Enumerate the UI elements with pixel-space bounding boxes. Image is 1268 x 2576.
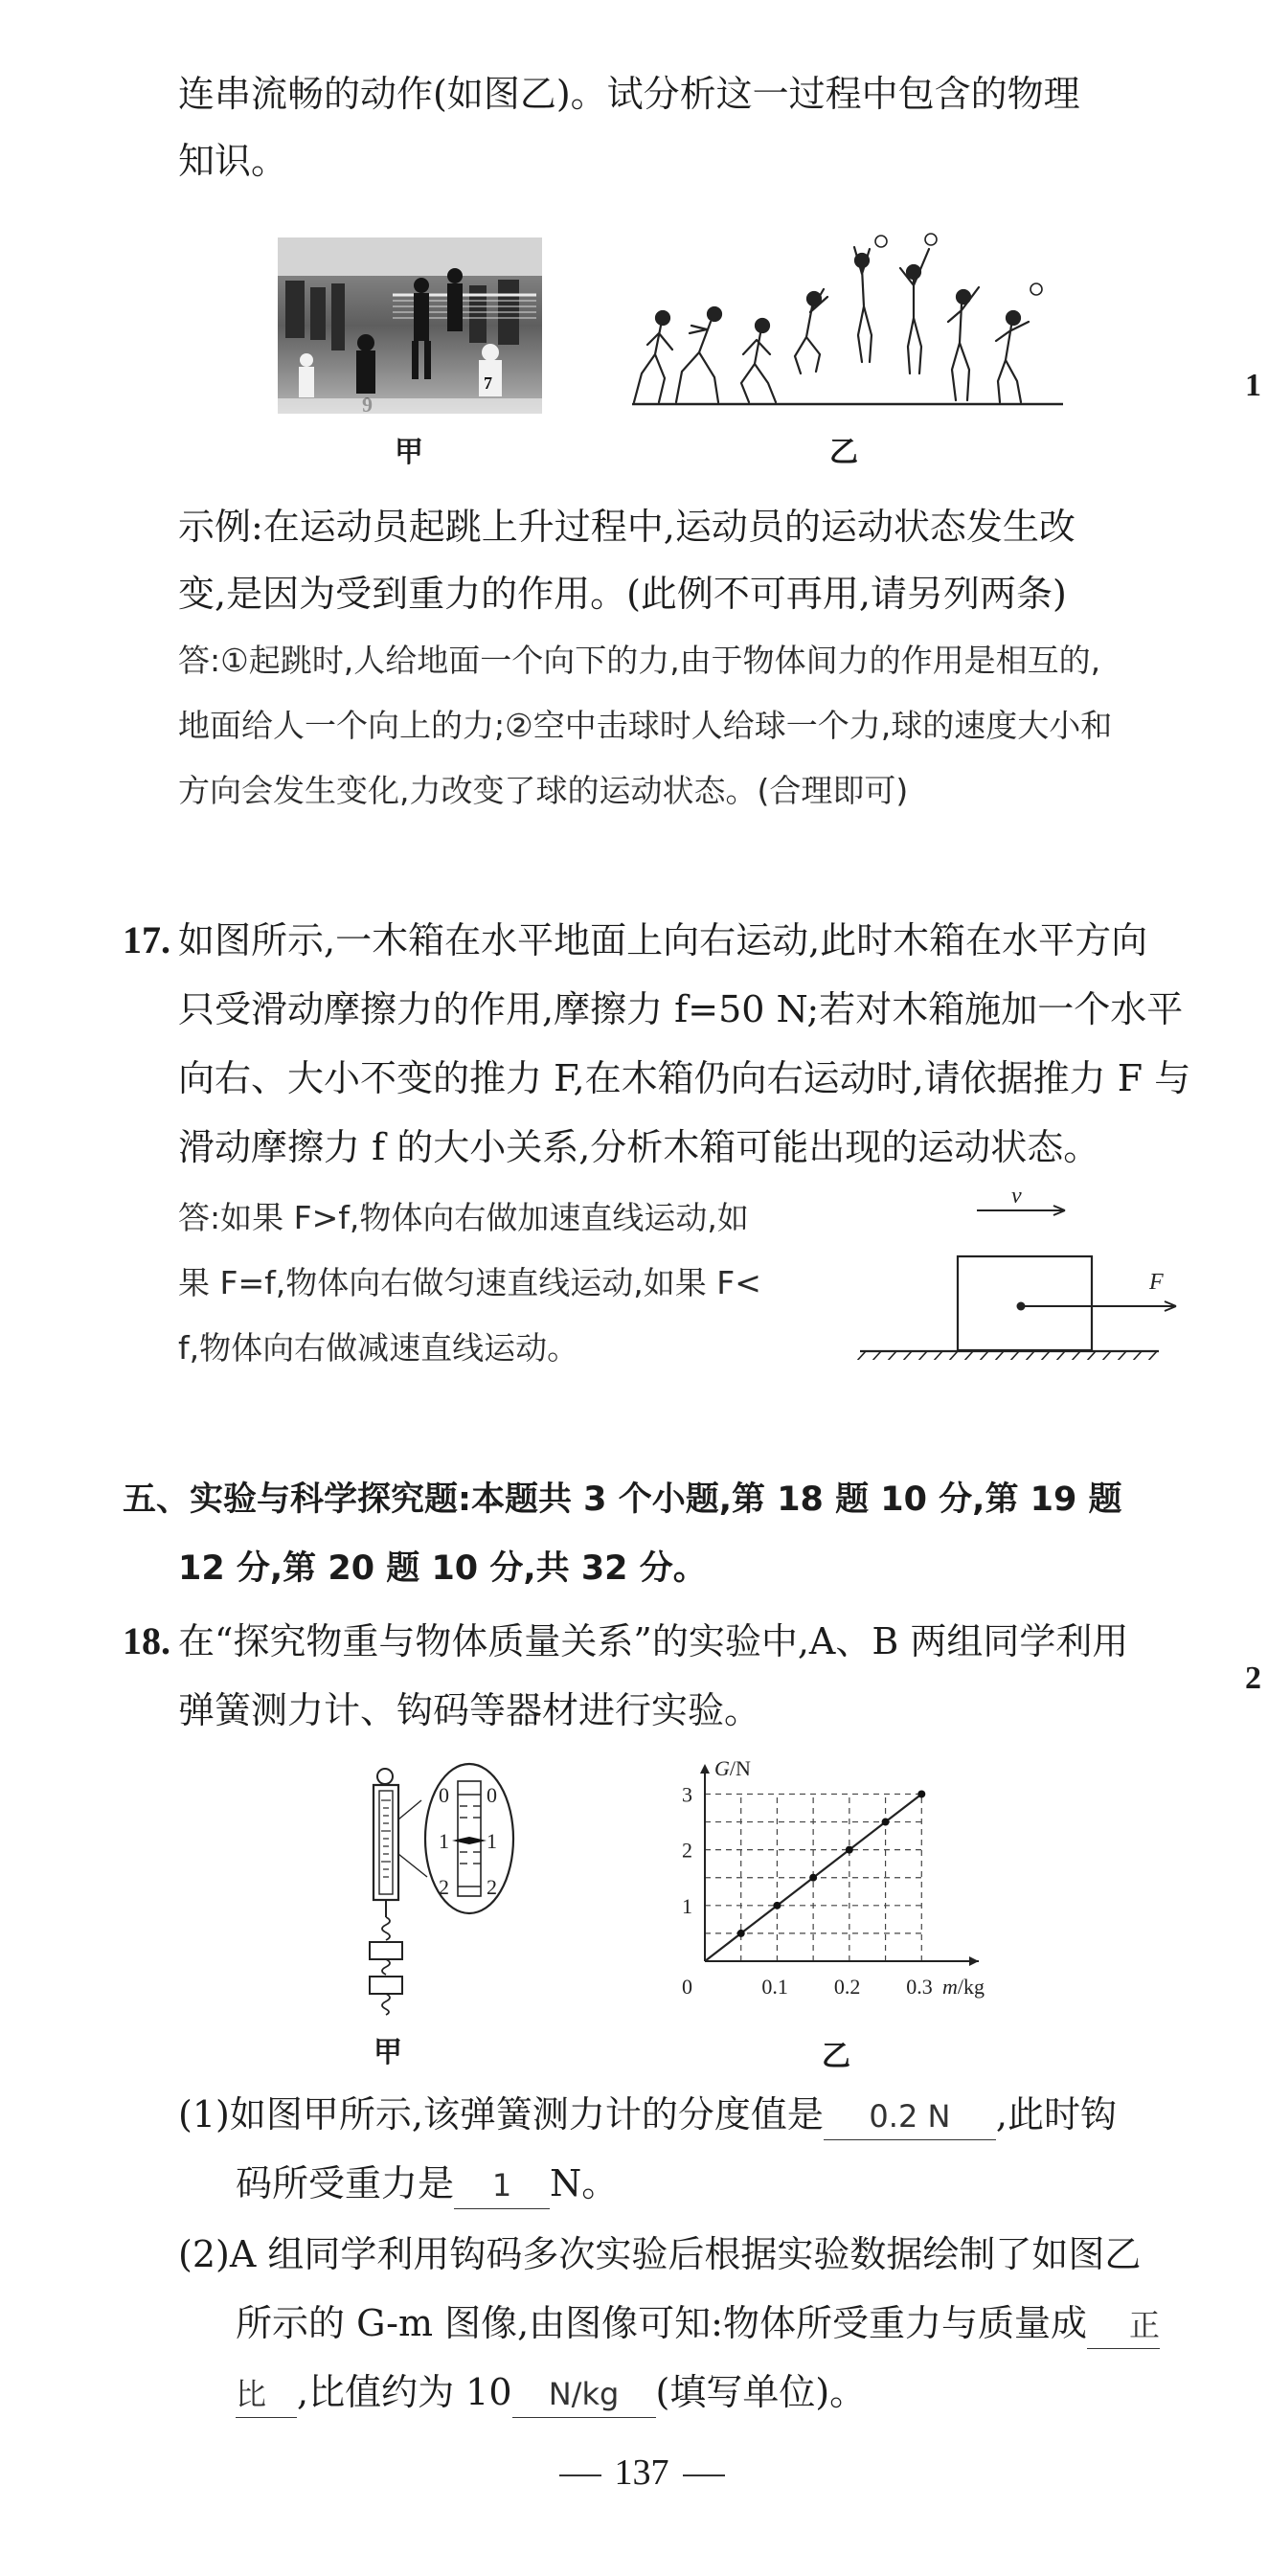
x-axis-arrow bbox=[969, 1956, 979, 1966]
caption-yi-top: 乙 bbox=[829, 436, 858, 469]
side-number-2: 2 bbox=[1245, 1661, 1261, 1696]
q18-sub1-answer-blank-2[interactable]: 1 bbox=[454, 2162, 550, 2209]
volleyball-photo bbox=[278, 237, 542, 414]
page-number bbox=[536, 2452, 747, 2494]
y-axis-label: G/N bbox=[714, 1760, 751, 1780]
question-17-line-3: 向右、大小不变的推力 F,在木箱仍向右运动时,请依据推力 F 与 bbox=[178, 1057, 1191, 1099]
y-axis-arrow bbox=[700, 1764, 710, 1774]
caption-jia-top: 甲 bbox=[395, 436, 423, 469]
answer-16-line-3: 方向会发生变化,力改变了球的运动状态。(合理即可) bbox=[178, 772, 909, 809]
scale-tick-right-1: 1 bbox=[487, 1829, 497, 1853]
g-m-data-point bbox=[846, 1846, 853, 1854]
g-m-data-point bbox=[809, 1874, 817, 1882]
x-axis-label: m/kg bbox=[942, 1975, 985, 1999]
intro-line-1: 连串流畅的动作(如图乙)。试分析这一过程中包含的物理 bbox=[178, 73, 1080, 115]
answer-17-line-1: 答:如果 F>f,物体向右做加速直线运动,如 bbox=[178, 1199, 749, 1236]
q18-sub1-line-2 bbox=[236, 2160, 618, 2209]
x-tick-label: 0 bbox=[682, 1975, 692, 1999]
question-17-line-4: 滑动摩擦力 f 的大小关系,分析木箱可能出现的运动状态。 bbox=[178, 1126, 1100, 1168]
y-tick-label: 1 bbox=[682, 1893, 692, 1918]
velocity-label: v bbox=[1011, 1187, 1022, 1209]
q18-sub2-line-1: (2)A 组同学利用钩码多次实验后根据实验数据绘制了如图乙 bbox=[178, 2233, 1142, 2275]
x-tick-label: 0.3 bbox=[906, 1975, 933, 1999]
q18-sub1-answer-blank-1[interactable]: 0.2 N bbox=[824, 2093, 996, 2140]
scale-tick-right-2: 2 bbox=[487, 1875, 497, 1899]
scale-tick-left-1: 1 bbox=[439, 1829, 449, 1853]
section-5-heading-line-1: 五、实验与科学探究题:本题共 3 个小题,第 18 题 10 分,第 19 题 bbox=[123, 1480, 1122, 1519]
question-18-number: 18. bbox=[123, 1619, 170, 1662]
q18-sub2-answer-blank-1b[interactable]: 比 bbox=[236, 2371, 297, 2418]
y-tick-label: 2 bbox=[682, 1838, 692, 1863]
intro-line-2: 知识。 bbox=[178, 140, 288, 182]
g-m-data-point bbox=[773, 1902, 781, 1909]
q18-sub1-text-b: ,此时钩 bbox=[995, 2093, 1118, 2135]
page-number-value: 137 bbox=[614, 2452, 669, 2493]
question-17-number: 17. bbox=[123, 918, 170, 961]
g-m-data-point bbox=[917, 1790, 925, 1797]
q18-sub1-text-c: 码所受重力是 bbox=[236, 2162, 455, 2204]
scale-tick-left-2: 2 bbox=[439, 1875, 449, 1899]
x-tick-label: 0.1 bbox=[761, 1975, 788, 1999]
g-m-chart bbox=[670, 1760, 996, 2009]
question-18-line-2: 弹簧测力计、钩码等器材进行实验。 bbox=[178, 1689, 761, 1731]
q18-sub2-answer-blank-1a[interactable]: 正 bbox=[1087, 2302, 1160, 2349]
answer-16-line-1: 答:①起跳时,人给地面一个向下的力,由于物体间力的作用是相互的, bbox=[178, 642, 1101, 679]
q18-sub1-line-1 bbox=[178, 2091, 1117, 2140]
question-18-line-1: 在“探究物重与物体质量关系”的实验中,A、B 两组同学利用 bbox=[178, 1620, 1129, 1662]
example-line-2: 变,是因为受到重力的作用。(此例不可再用,请另列两条) bbox=[178, 573, 1067, 615]
volleyball-sequence-figure bbox=[623, 230, 1073, 412]
spring-scale-figure bbox=[356, 1762, 538, 2030]
player-number-7: 7 bbox=[484, 373, 492, 393]
q18-sub2-text-b: 所示的 G-m 图像,由图像可知:物体所受重力与质量成 bbox=[236, 2302, 1087, 2344]
answer-17-line-3: f,物体向右做减速直线运动。 bbox=[178, 1329, 579, 1367]
scale-tick-left-0: 0 bbox=[439, 1783, 449, 1807]
caption-yi-q18: 乙 bbox=[822, 2040, 850, 2073]
caption-jia-q18: 甲 bbox=[374, 2036, 402, 2069]
q18-sub2-text-c: ,比值约为 10 bbox=[297, 2371, 512, 2413]
g-m-data-point bbox=[737, 1930, 745, 1937]
q18-sub2-answer-blank-2[interactable]: N/kg bbox=[512, 2371, 656, 2418]
section-5-heading-line-2: 12 分,第 20 题 10 分,共 32 分。 bbox=[178, 1549, 707, 1588]
q18-sub1-text-a: (1)如图甲所示,该弹簧测力计的分度值是 bbox=[178, 2093, 824, 2135]
question-17-line-2: 只受滑动摩擦力的作用,摩擦力 f=50 N;若对木箱施加一个水平 bbox=[178, 988, 1184, 1030]
q18-sub2-text-d: (填写单位)。 bbox=[655, 2371, 867, 2413]
side-number-1: 1 bbox=[1245, 368, 1261, 403]
q18-sub2-line-2 bbox=[236, 2300, 1160, 2349]
q18-sub2-line-3 bbox=[236, 2369, 866, 2418]
wooden-box-figure bbox=[852, 1187, 1197, 1360]
scale-tick-right-0: 0 bbox=[487, 1783, 497, 1807]
wooden-box bbox=[958, 1256, 1092, 1350]
force-label: F bbox=[1149, 1270, 1164, 1295]
answer-16-line-2: 地面给人一个向上的力;②空中击球时人给球一个力,球的速度大小和 bbox=[178, 707, 1113, 744]
question-17-line-1: 如图所示,一木箱在水平地面上向右运动,此时木箱在水平方向 bbox=[178, 919, 1148, 961]
answer-17-line-2: 果 F=f,物体向右做匀速直线运动,如果 F< bbox=[178, 1264, 761, 1301]
y-tick-label: 3 bbox=[682, 1782, 692, 1807]
example-line-1: 示例:在运动员起跳上升过程中,运动员的运动状态发生改 bbox=[178, 506, 1076, 548]
q18-sub1-text-d: N。 bbox=[550, 2162, 619, 2204]
x-tick-label: 0.2 bbox=[833, 1975, 861, 1999]
g-m-data-point bbox=[882, 1819, 890, 1826]
